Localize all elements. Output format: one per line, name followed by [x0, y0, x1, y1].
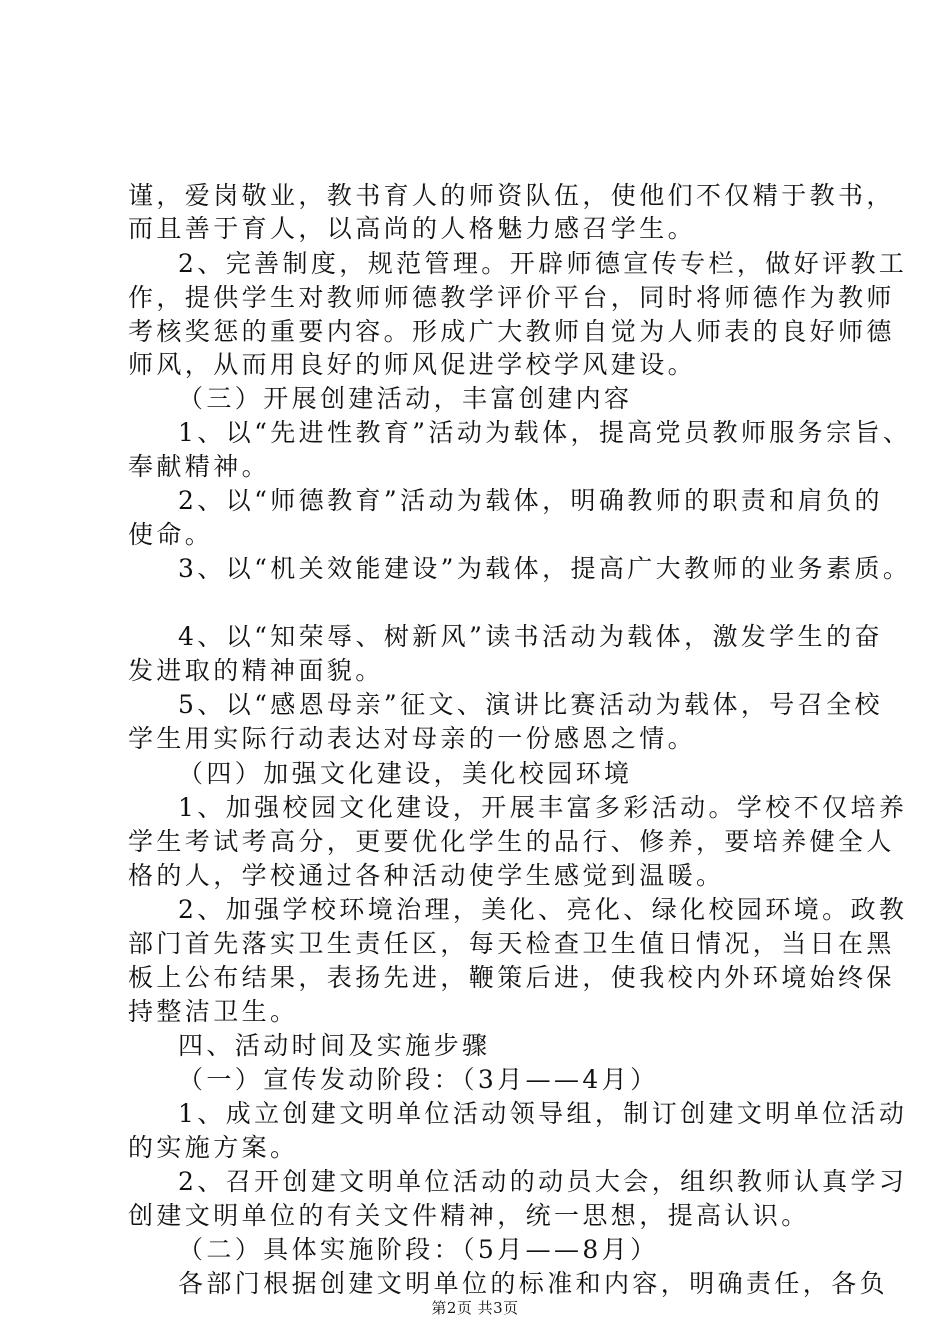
- section-heading: （一）宣传发动阶段：（3月——4月）: [178, 1065, 659, 1094]
- text-line: 师风，从而用良好的师风促进学校学风建设。: [128, 350, 697, 379]
- section-heading: （三）开展创建活动，丰富创建内容: [178, 384, 633, 413]
- text-line: 而且善于育人，以高尚的人格魅力感召学生。: [128, 214, 697, 243]
- text-line: 学生用实际行动表达对母亲的一份感恩之情。: [128, 724, 697, 753]
- text-line: 的实施方案。: [128, 1133, 299, 1162]
- text-line: 发进取的精神面貌。: [128, 656, 384, 685]
- text-line: 1、成立创建文明单位活动领导组，制订创建文明单位活动: [178, 1099, 908, 1128]
- text-line: 格的人，学校通过各种活动使学生感觉到温暖。: [128, 861, 725, 890]
- text-line: 2、完善制度，规范管理。开辟师德宣传专栏，做好评教工: [178, 249, 908, 278]
- section-heading: （二）具体实施阶段：（5月——8月）: [178, 1235, 659, 1264]
- text-line: 持整洁卫生。: [128, 997, 299, 1026]
- text-line: 2、召开创建文明单位活动的动员大会，组织教师认真学习: [178, 1167, 908, 1196]
- page-number: 第2页 共3页: [431, 1299, 519, 1317]
- text-line: 谨，爱岗敬业，教书育人的师资队伍，使他们不仅精于教书，: [128, 181, 895, 210]
- text-line: 奉献精神。: [128, 452, 271, 481]
- text-line: 1、加强校园文化建设，开展丰富多彩活动。学校不仅培养: [178, 793, 908, 822]
- text-line: 2、加强学校环境治理，美化、亮化、绿化校园环境。政教: [178, 895, 908, 924]
- text-line: 板上公布结果，表扬先进，鞭策后进，使我校内外环境始终保: [128, 963, 895, 992]
- text-line: 5、以“感恩母亲”征文、演讲比赛活动为载体，号召全校: [178, 690, 883, 719]
- text-line: 1、以“先进性教育”活动为载体，提高党员教师服务宗旨、: [178, 418, 912, 447]
- section-heading: 四、活动时间及实施步骤: [178, 1031, 491, 1060]
- text-line: 各部门根据创建文明单位的标准和内容，明确责任，各负: [178, 1269, 889, 1298]
- text-line: 创建文明单位的有关文件精神，统一思想，提高认识。: [128, 1201, 810, 1230]
- text-line: 使命。: [128, 520, 214, 549]
- text-line: 学生考试考高分，更要优化学生的品行、修养，要培养健全人: [128, 827, 895, 856]
- text-line: 4、以“知荣辱、树新风”读书活动为载体，激发学生的奋: [178, 622, 883, 651]
- section-heading: （四）加强文化建设，美化校园环境: [178, 759, 633, 788]
- text-line: 2、以“师德教育”活动为载体，明确教师的职责和肩负的: [178, 486, 883, 515]
- text-line: 作，提供学生对教师师德教学评价平台，同时将师德作为教师: [128, 283, 895, 312]
- text-line: 部门首先落实卫生责任区，每天检查卫生值日情况，当日在黑: [128, 929, 895, 958]
- text-line: 考核奖惩的重要内容。形成广大教师自觉为人师表的良好师德: [128, 317, 895, 346]
- text-line: 3、以“机关效能建设”为载体，提高广大教师的业务素质。: [178, 554, 912, 583]
